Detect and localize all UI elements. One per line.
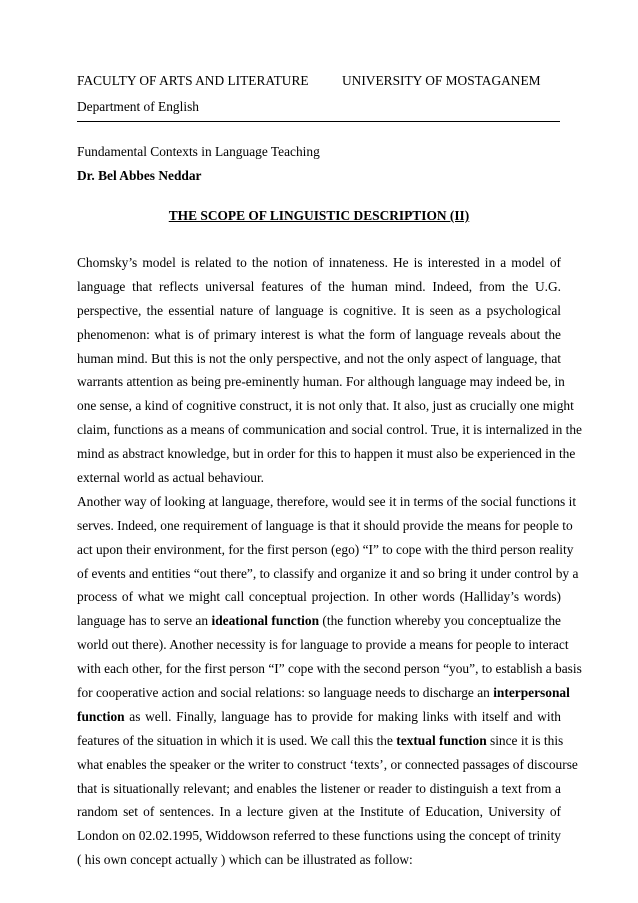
header-divider bbox=[77, 121, 560, 122]
bold-term: ideational function bbox=[211, 613, 320, 629]
body-line: serves. Indeed, one requirement of language is that it should provide the means for people to bbox=[77, 517, 573, 533]
body-line: claim, functions as a means of communication and social control. True, it is internalized in the bbox=[77, 422, 583, 438]
course-title: Fundamental Contexts in Language Teaching bbox=[77, 144, 320, 159]
body-line: human mind. But this is not the only perspective, and not the only aspect of language, that bbox=[77, 350, 561, 366]
body-line: act upon their environment, for the first person (ego) “I” to cope with the third person reality bbox=[77, 541, 574, 557]
line-segment: language has to serve an bbox=[77, 613, 212, 629]
author-name: Dr. Bel Abbes Neddar bbox=[77, 168, 202, 183]
body-line: that is situationally relevant; and enables the listener or reader to distinguish a text from a bbox=[77, 780, 561, 796]
line-segment: since it is this bbox=[486, 732, 564, 748]
body-line: mind as abstract knowledge, but in order for this to happen it must also be experienced in the bbox=[77, 446, 576, 462]
line-segment: for cooperative action and social relations: so language needs to discharge an bbox=[77, 685, 494, 701]
body-line: what enables the speaker or the writer to construct ‘texts’, or connected passages of discourse bbox=[77, 756, 578, 772]
line-segment: features of the situation in which it is used. We call this the bbox=[77, 732, 397, 748]
body-line: language that reflects universal features of the human mind. Indeed, from the U.G. bbox=[77, 278, 561, 294]
body-line: perspective, the essential nature of language is cognitive. It is seen as a psychological bbox=[77, 302, 561, 318]
body-line: Another way of looking at language, therefore, would see it in terms of the social functions it bbox=[77, 493, 577, 509]
line-segment: (the function whereby you conceptualize the bbox=[319, 613, 561, 629]
body-line: Chomsky’s model is related to the notion of innateness. He is interested in a model of bbox=[77, 255, 561, 270]
bold-term: interpersonal bbox=[493, 685, 570, 701]
body-text bbox=[77, 251, 583, 872]
body-line: phenomenon: what is of primary interest is what the form of language reveals about the bbox=[77, 326, 561, 342]
body-line: random set of sentences. In a lecture given at the Institute of Education, University of bbox=[77, 804, 561, 820]
bold-term: function bbox=[77, 708, 125, 724]
document-title: THE SCOPE OF LINGUISTIC DESCRIPTION (II) bbox=[168, 208, 470, 223]
university-name: UNIVERSITY OF MOSTAGANEM bbox=[342, 73, 541, 88]
body-line bbox=[77, 705, 561, 729]
body-line: with each other, for the first person “I” cope with the second person “you”, to establish a basis bbox=[77, 661, 582, 677]
body-line: process of what we might call conceptual projection. In other words (Halliday’s words) bbox=[77, 589, 561, 605]
body-line: warrants attention as being pre-eminently human. For although language may indeed be, in bbox=[77, 374, 565, 390]
body-line: London on 02.02.1995, Widdowson referred to these functions using the concept of trinity bbox=[77, 828, 561, 844]
body-line bbox=[77, 729, 564, 753]
body-line: ( his own concept actually ) which can be illustrated as follow: bbox=[77, 852, 413, 868]
bold-term: textual function bbox=[396, 732, 487, 748]
body-line: external world as actual behaviour. bbox=[77, 470, 265, 486]
body-line: world out there). Another necessity is for language to provide a means for people to interact bbox=[77, 637, 569, 653]
body-line: one sense, a kind of cognitive construct, it is not only that. It also, just as crucially one might bbox=[77, 398, 574, 414]
body-line bbox=[77, 609, 561, 633]
line-segment: as well. Finally, language has to provide for making links with itself and with bbox=[124, 708, 561, 724]
department-name: Department of English bbox=[77, 99, 199, 114]
faculty-name: FACULTY OF ARTS AND LITERATURE bbox=[77, 73, 309, 88]
body-line: of events and entities “out there”, to classify and organize it and so bring it under control by a bbox=[77, 565, 579, 581]
body-line bbox=[77, 681, 570, 705]
